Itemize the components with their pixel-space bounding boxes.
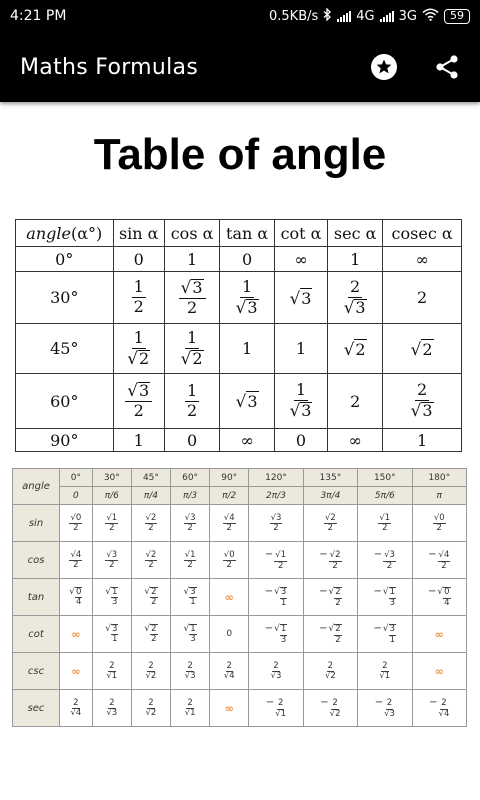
row-header: cos <box>13 542 60 579</box>
radian-header: π/3 <box>171 487 210 505</box>
value-cell: √ $\frac{2}{2}$ <box>131 616 170 653</box>
value-cell: ∞ <box>210 690 249 727</box>
value-cell: $\frac{2}{√3}$ <box>171 653 210 690</box>
value-cell: $\frac{1}{2}$ <box>113 272 164 324</box>
header-angle: angle(α°) <box>16 220 114 247</box>
value-cell: $\frac{2}{√3}$ <box>249 653 303 690</box>
value-cell: $\frac{√1}{2}$ <box>358 505 412 542</box>
trig-row-csc <box>13 653 467 690</box>
radian-header: π/6 <box>92 487 131 505</box>
status-bar <box>0 0 480 32</box>
value-cell: √ 3 2 <box>113 374 164 429</box>
row-header: cot <box>13 616 60 653</box>
value-cell: − $\frac{2}{√1}$ <box>249 690 303 727</box>
value-cell: 0 <box>164 429 219 452</box>
value-cell: −√ $\frac{0}{4}$ <box>412 579 467 616</box>
value-cell: $\frac{√3}{2}$ <box>171 505 210 542</box>
value-cell: √ $\frac{1}{3}$ <box>171 616 210 653</box>
table-row-30 <box>16 272 462 324</box>
value-cell: √ $\frac{0}{4}$ <box>60 579 93 616</box>
radian-header: 5π/6 <box>358 487 412 505</box>
row-header: sec <box>13 690 60 727</box>
value-cell: $\frac{√3}{2}$ <box>249 505 303 542</box>
value-cell: 0 <box>274 429 327 452</box>
degrees-row <box>13 469 467 487</box>
trig-values-body <box>13 505 467 727</box>
table-row-60 <box>16 374 462 429</box>
bluetooth-icon <box>323 8 332 25</box>
value-cell: $\frac{2}{√2}$ <box>131 690 170 727</box>
star-circle-icon[interactable] <box>370 53 398 81</box>
trig-values-table <box>12 468 467 727</box>
value-cell: 1 <box>164 247 219 272</box>
value-cell: 1 <box>220 324 275 374</box>
value-cell: $\frac{2}{√1}$ <box>358 653 412 690</box>
value-cell: $\frac{1}{2}$ <box>164 374 219 429</box>
value-cell: $\frac{2}{√3}$ <box>92 690 131 727</box>
signal-strength-2-icon <box>380 11 394 22</box>
value-cell: 1 <box>328 247 383 272</box>
value-cell: ∞ <box>60 616 93 653</box>
degree-header: 180° <box>412 469 467 487</box>
network-speed: 0.5KB/s <box>269 8 319 24</box>
angle-cell: 60° <box>16 374 114 429</box>
degree-header: 45° <box>131 469 170 487</box>
value-cell: √ $\frac{2}{2}$ <box>131 579 170 616</box>
value-cell: $\frac{2}{√1}$ <box>171 690 210 727</box>
value-cell: 0 <box>113 247 164 272</box>
degree-header: 60° <box>171 469 210 487</box>
status-time: 4:21 PM <box>10 8 67 24</box>
value-cell: $\frac{√0}{2}$ <box>412 505 467 542</box>
value-cell: $\frac{√0}{2}$ <box>60 505 93 542</box>
value-cell: $\frac{√2}{2}$ <box>131 505 170 542</box>
degree-header: 30° <box>92 469 131 487</box>
header-cos: cos α <box>164 220 219 247</box>
trig-row-sec <box>13 690 467 727</box>
value-cell: 1 √ 2 <box>164 324 219 374</box>
angle-table <box>15 219 462 452</box>
value-cell: 1 √ 3 <box>220 272 275 324</box>
value-cell: √ $\frac{1}{3}$ <box>92 579 131 616</box>
app-bar <box>0 32 480 102</box>
trig-row-tan <box>13 579 467 616</box>
table-row-0 <box>16 247 462 272</box>
degree-header: 135° <box>303 469 357 487</box>
degree-header: 150° <box>358 469 412 487</box>
value-cell: ∞ <box>210 579 249 616</box>
degree-header: 120° <box>249 469 303 487</box>
header-tan: tan α <box>220 220 275 247</box>
wifi-icon <box>422 8 439 25</box>
value-cell: −√ $\frac{3}{1}$ <box>249 579 303 616</box>
value-cell: 2 <box>383 272 462 324</box>
value-cell: $\frac{2}{√4}$ <box>60 690 93 727</box>
value-cell: 2 √ 3 <box>383 374 462 429</box>
value-cell: − $\frac{2}{√3}$ <box>358 690 412 727</box>
value-cell: $\frac{2}{√2}$ <box>131 653 170 690</box>
value-cell: √ 3 <box>274 272 327 324</box>
table-header-row <box>16 220 462 247</box>
row-header: csc <box>13 653 60 690</box>
value-cell: √ 2 <box>383 324 462 374</box>
battery-icon: 59 <box>444 9 470 24</box>
angle-cell: 0° <box>16 247 114 272</box>
value-cell: 1 <box>274 324 327 374</box>
value-cell: 1 <box>383 429 462 452</box>
trig-row-sin <box>13 505 467 542</box>
radian-header: π <box>412 487 467 505</box>
degree-header: 90° <box>210 469 249 487</box>
value-cell: 2 <box>328 374 383 429</box>
value-cell: $\frac{√3}{2}$ <box>92 542 131 579</box>
network-type-1: 4G <box>356 8 375 24</box>
angle-cell: 45° <box>16 324 114 374</box>
value-cell: −√ $\frac{1}{3}$ <box>249 616 303 653</box>
radian-header: 3π/4 <box>303 487 357 505</box>
corner-cell: angle <box>13 469 60 505</box>
app-title: Maths Formulas <box>20 54 199 80</box>
value-cell: $\frac{2}{√1}$ <box>92 653 131 690</box>
radian-header: π/4 <box>131 487 170 505</box>
value-cell: − $\frac{√4}{2}$ <box>412 542 467 579</box>
value-cell: −√ $\frac{2}{2}$ <box>303 579 357 616</box>
value-cell: ∞ <box>328 429 383 452</box>
value-cell: $\frac{√0}{2}$ <box>210 542 249 579</box>
value-cell: − $\frac{√3}{2}$ <box>358 542 412 579</box>
table-row-90 <box>16 429 462 452</box>
value-cell: √ 2 <box>328 324 383 374</box>
value-cell: √ 3 <box>220 374 275 429</box>
status-indicators <box>269 8 470 25</box>
value-cell: ∞ <box>412 616 467 653</box>
table-row-45 <box>16 324 462 374</box>
value-cell: 0 <box>220 247 275 272</box>
page-title: Table of angle <box>93 130 387 179</box>
value-cell: ∞ <box>412 653 467 690</box>
header-sin: sin α <box>113 220 164 247</box>
value-cell: $\frac{√1}{2}$ <box>171 542 210 579</box>
value-cell: −√ $\frac{1}{3}$ <box>358 579 412 616</box>
value-cell: 0 <box>210 616 249 653</box>
header-sec: sec α <box>328 220 383 247</box>
value-cell: − $\frac{√1}{2}$ <box>249 542 303 579</box>
value-cell: ∞ <box>383 247 462 272</box>
value-cell: √ 3 2 <box>164 272 219 324</box>
value-cell: ∞ <box>60 653 93 690</box>
network-type-2: 3G <box>398 8 417 24</box>
value-cell: ∞ <box>274 247 327 272</box>
value-cell: 2 √ 3 <box>328 272 383 324</box>
value-cell: −√ $\frac{2}{2}$ <box>303 616 357 653</box>
value-cell: ∞ <box>220 429 275 452</box>
row-header: sin <box>13 505 60 542</box>
trig-row-cot <box>13 616 467 653</box>
radian-header: 0 <box>60 487 93 505</box>
value-cell: 1 √ 2 <box>113 324 164 374</box>
value-cell: −√ $\frac{3}{1}$ <box>358 616 412 653</box>
value-cell: 1 √ 3 <box>274 374 327 429</box>
value-cell: $\frac{√2}{2}$ <box>303 505 357 542</box>
value-cell: 1 <box>113 429 164 452</box>
angle-cell: 30° <box>16 272 114 324</box>
angle-cell: 90° <box>16 429 114 452</box>
value-cell: − $\frac{2}{√2}$ <box>303 690 357 727</box>
value-cell: $\frac{√2}{2}$ <box>131 542 170 579</box>
degree-header: 0° <box>60 469 93 487</box>
row-header: tan <box>13 579 60 616</box>
value-cell: − $\frac{2}{√4}$ <box>412 690 467 727</box>
value-cell: $\frac{√4}{2}$ <box>210 505 249 542</box>
value-cell: $\frac{2}{√4}$ <box>210 653 249 690</box>
value-cell: √ $\frac{3}{1}$ <box>171 579 210 616</box>
value-cell: − $\frac{√2}{2}$ <box>303 542 357 579</box>
share-icon[interactable] <box>434 54 460 80</box>
radians-row <box>13 487 467 505</box>
radian-header: π/2 <box>210 487 249 505</box>
trig-row-cos <box>13 542 467 579</box>
radian-header: 2π/3 <box>249 487 303 505</box>
value-cell: √ $\frac{3}{1}$ <box>92 616 131 653</box>
signal-strength-icon <box>337 11 351 22</box>
header-cosec: cosec α <box>383 220 462 247</box>
header-cot: cot α <box>274 220 327 247</box>
value-cell: $\frac{√4}{2}$ <box>60 542 93 579</box>
value-cell: $\frac{2}{√2}$ <box>303 653 357 690</box>
value-cell: $\frac{√1}{2}$ <box>92 505 131 542</box>
